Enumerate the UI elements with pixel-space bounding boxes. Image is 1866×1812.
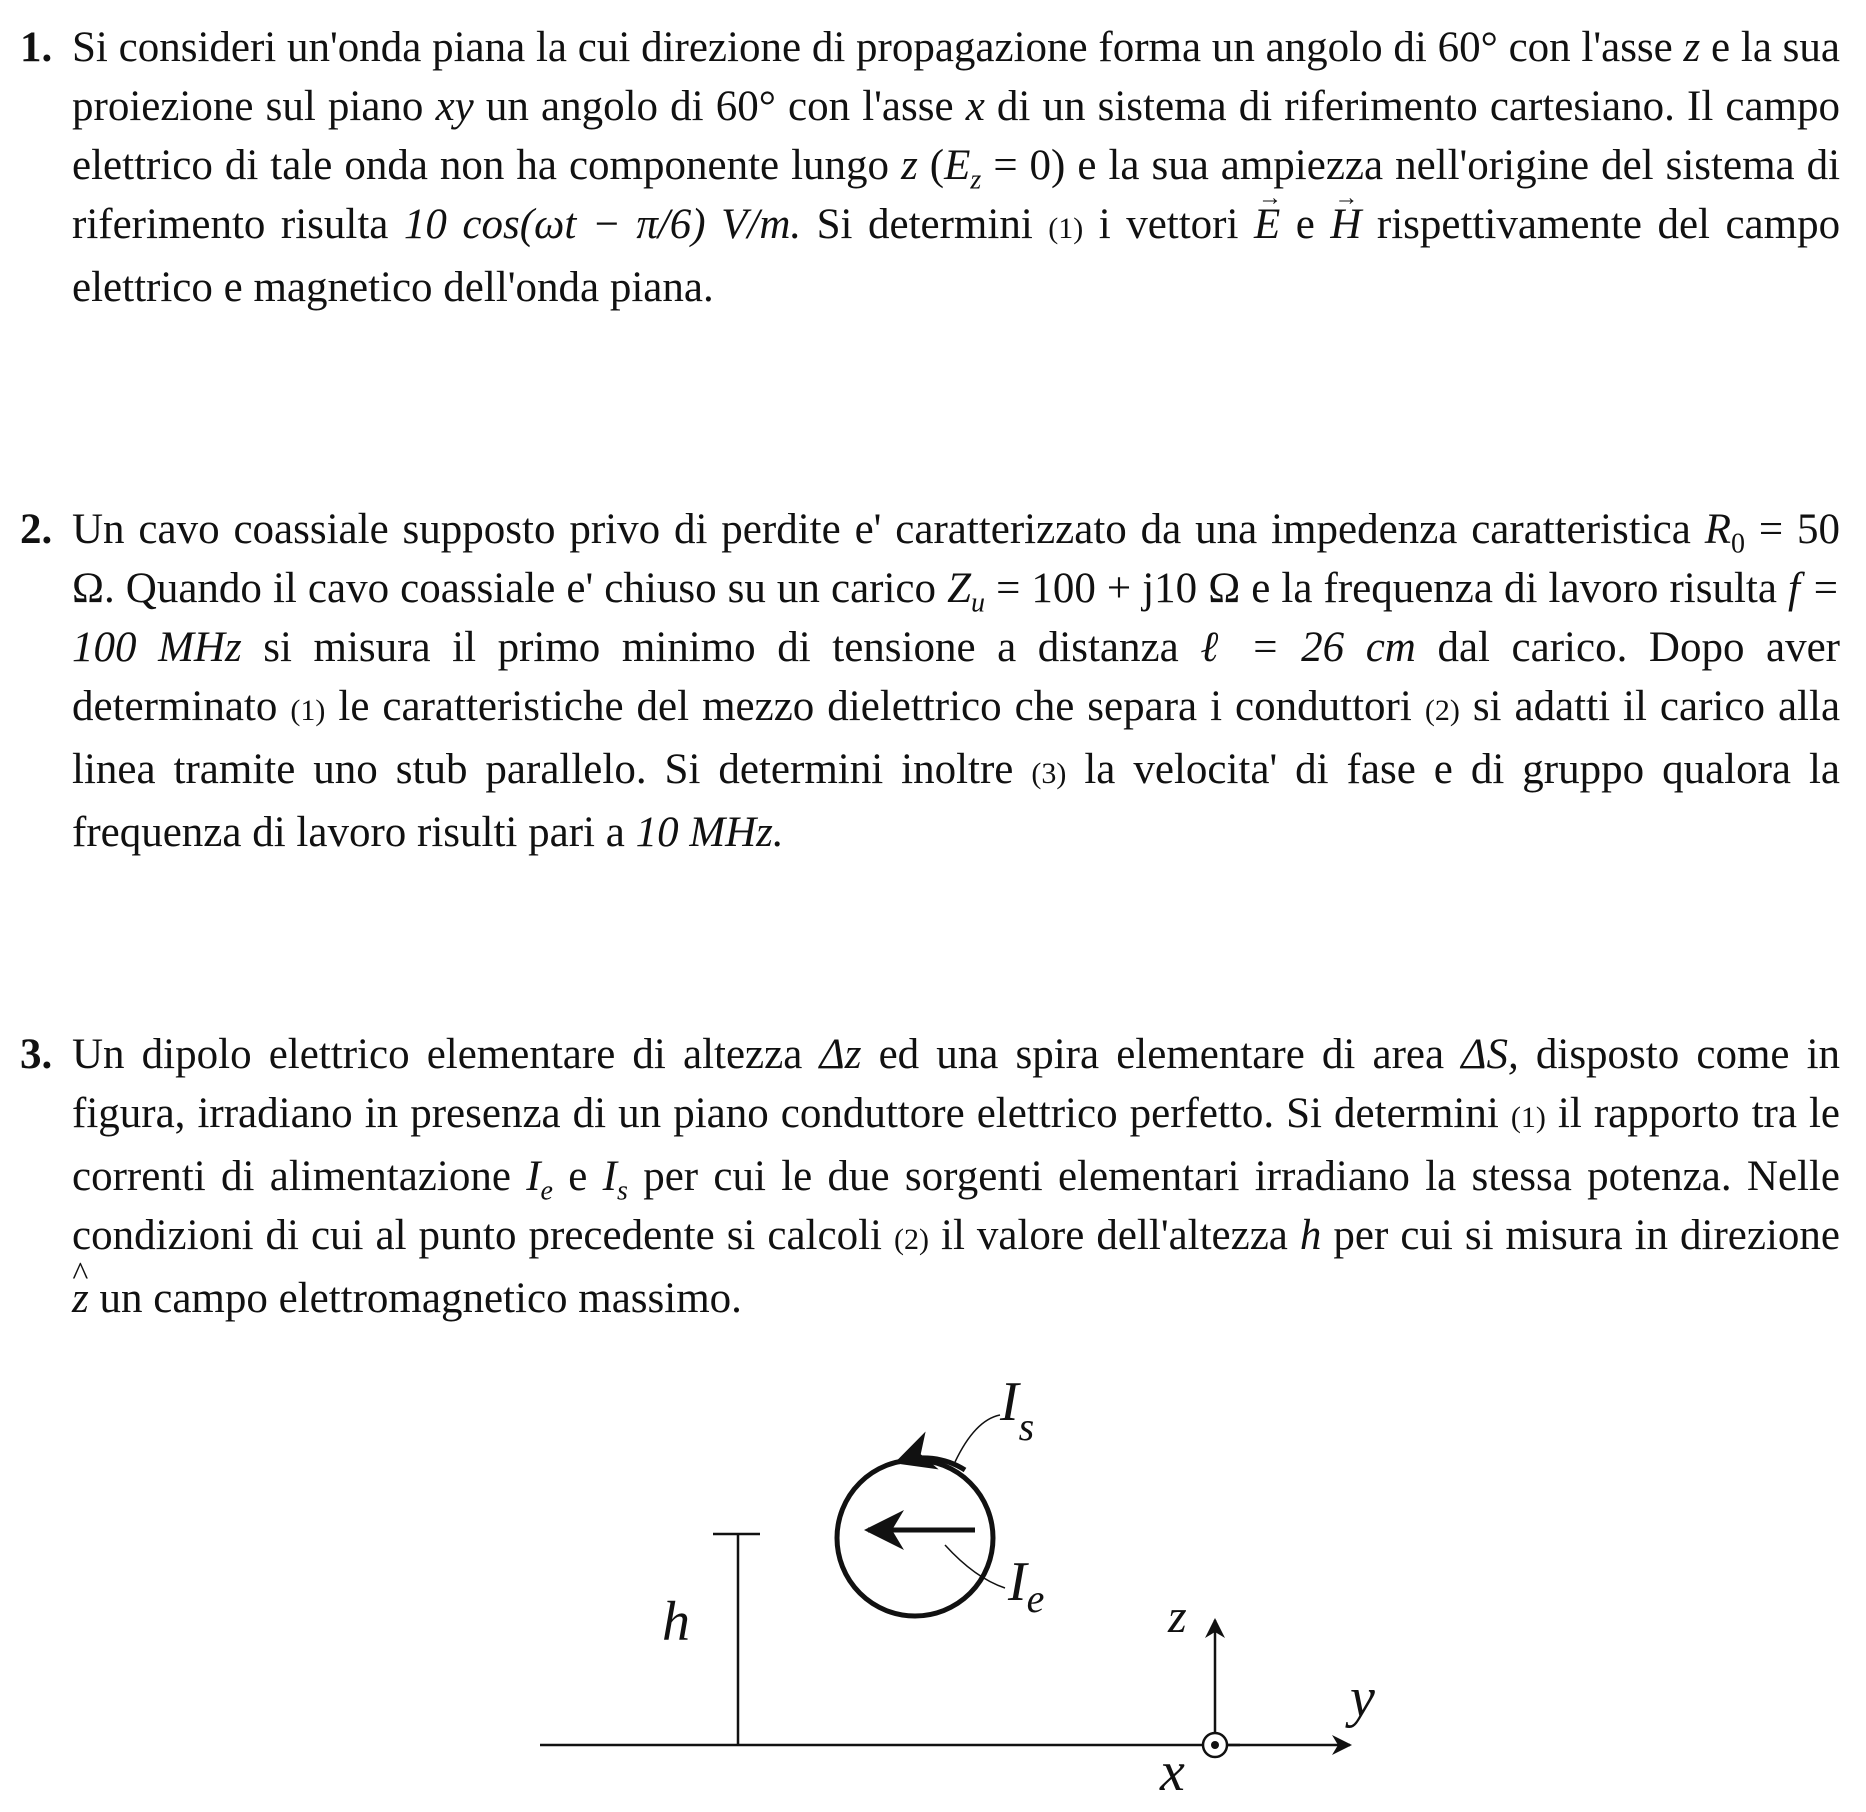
- current-loop: [837, 1460, 993, 1616]
- subquestion-marker: (2): [894, 1223, 929, 1256]
- label-is: $I_s$: [1000, 1371, 1035, 1449]
- x-axis-dot-icon: [1211, 1741, 1219, 1749]
- subquestion-marker: (1): [1510, 1101, 1546, 1134]
- subquestion-marker: (3): [1031, 757, 1067, 790]
- subquestion-marker: (2): [1424, 694, 1460, 727]
- label-z: z: [1168, 1590, 1187, 1643]
- label-x: x: [1160, 1741, 1185, 1803]
- label-h: h: [662, 1591, 690, 1653]
- problem-number: 1.: [20, 24, 53, 71]
- leader-ie: [945, 1545, 1005, 1588]
- problem-number: 2.: [20, 506, 53, 553]
- problem-number: 3.: [20, 1031, 53, 1078]
- vector-h: → H: [1330, 195, 1361, 254]
- subquestion-marker: (1): [1048, 212, 1084, 245]
- problem-text: Un cavo coassiale supposto privo di perdite e' caratterizzato da una impedenza caratteristica $R_0 = 50$ Ω. Quando il cavo coassiale e' chiuso su un carico $Z_u = 100 + j10$ Ω e la frequenza di lavoro risulta f = 100 MHz si misura il primo minimo di tensione a distanza ℓ = 26 cm dal carico. Dopo aver determinato (1) le caratteristiche del mezzo dielettrico che separa i conduttori (2) si adatti il carico alla linea tramite uno stub parallelo. Si determini inoltre (3) la velocita' di fase e di gruppo qualora la frequenza di lavoro risulti pari a 10 MHz.: [72, 506, 1841, 856]
- z-hat-symbol: ^ z: [72, 1269, 89, 1328]
- label-ie: $I_e$: [1008, 1551, 1045, 1621]
- vector-e: → E: [1254, 195, 1280, 254]
- label-y: y: [1350, 1667, 1375, 1729]
- leader-is: [955, 1415, 1000, 1462]
- subquestion-marker: (1): [290, 694, 326, 727]
- problem-text: Un dipolo elettrico elementare di altezza Δz ed una spira elementare di area ΔS, disposto come in figura, irradiano in presenza di un piano conduttore elettrico perfetto. Si determini (1) il rapporto tra le correnti di alimentazione $I_e$ e $I_s$ per cui le due sorgenti elementari irradiano la stessa potenza. Nelle condizioni di cui al punto precedente si calcoli (2) il valore dell'altezza h per cui si misura in direzione ^ z un campo elettromagnetico massimo.: [72, 1025, 1840, 1328]
- problem-text: Si consideri un'onda piana la cui direzione di propagazione forma un angolo di 60° con l'asse z e la sua proiezione sul piano xy un angolo di 60° con l'asse x di un sistema di riferimento cartesiano. Il campo elettrico di tale onda non ha componente lungo z $(E_z = 0)$ e la sua ampiezza nell'origine del sistema di riferimento risulta 10 cos(ωt − π/6) V/m. Si determini (1) i vettori → E e → H rispettivamente del campo elettrico e magnetico dell'onda piana.: [72, 18, 1840, 317]
